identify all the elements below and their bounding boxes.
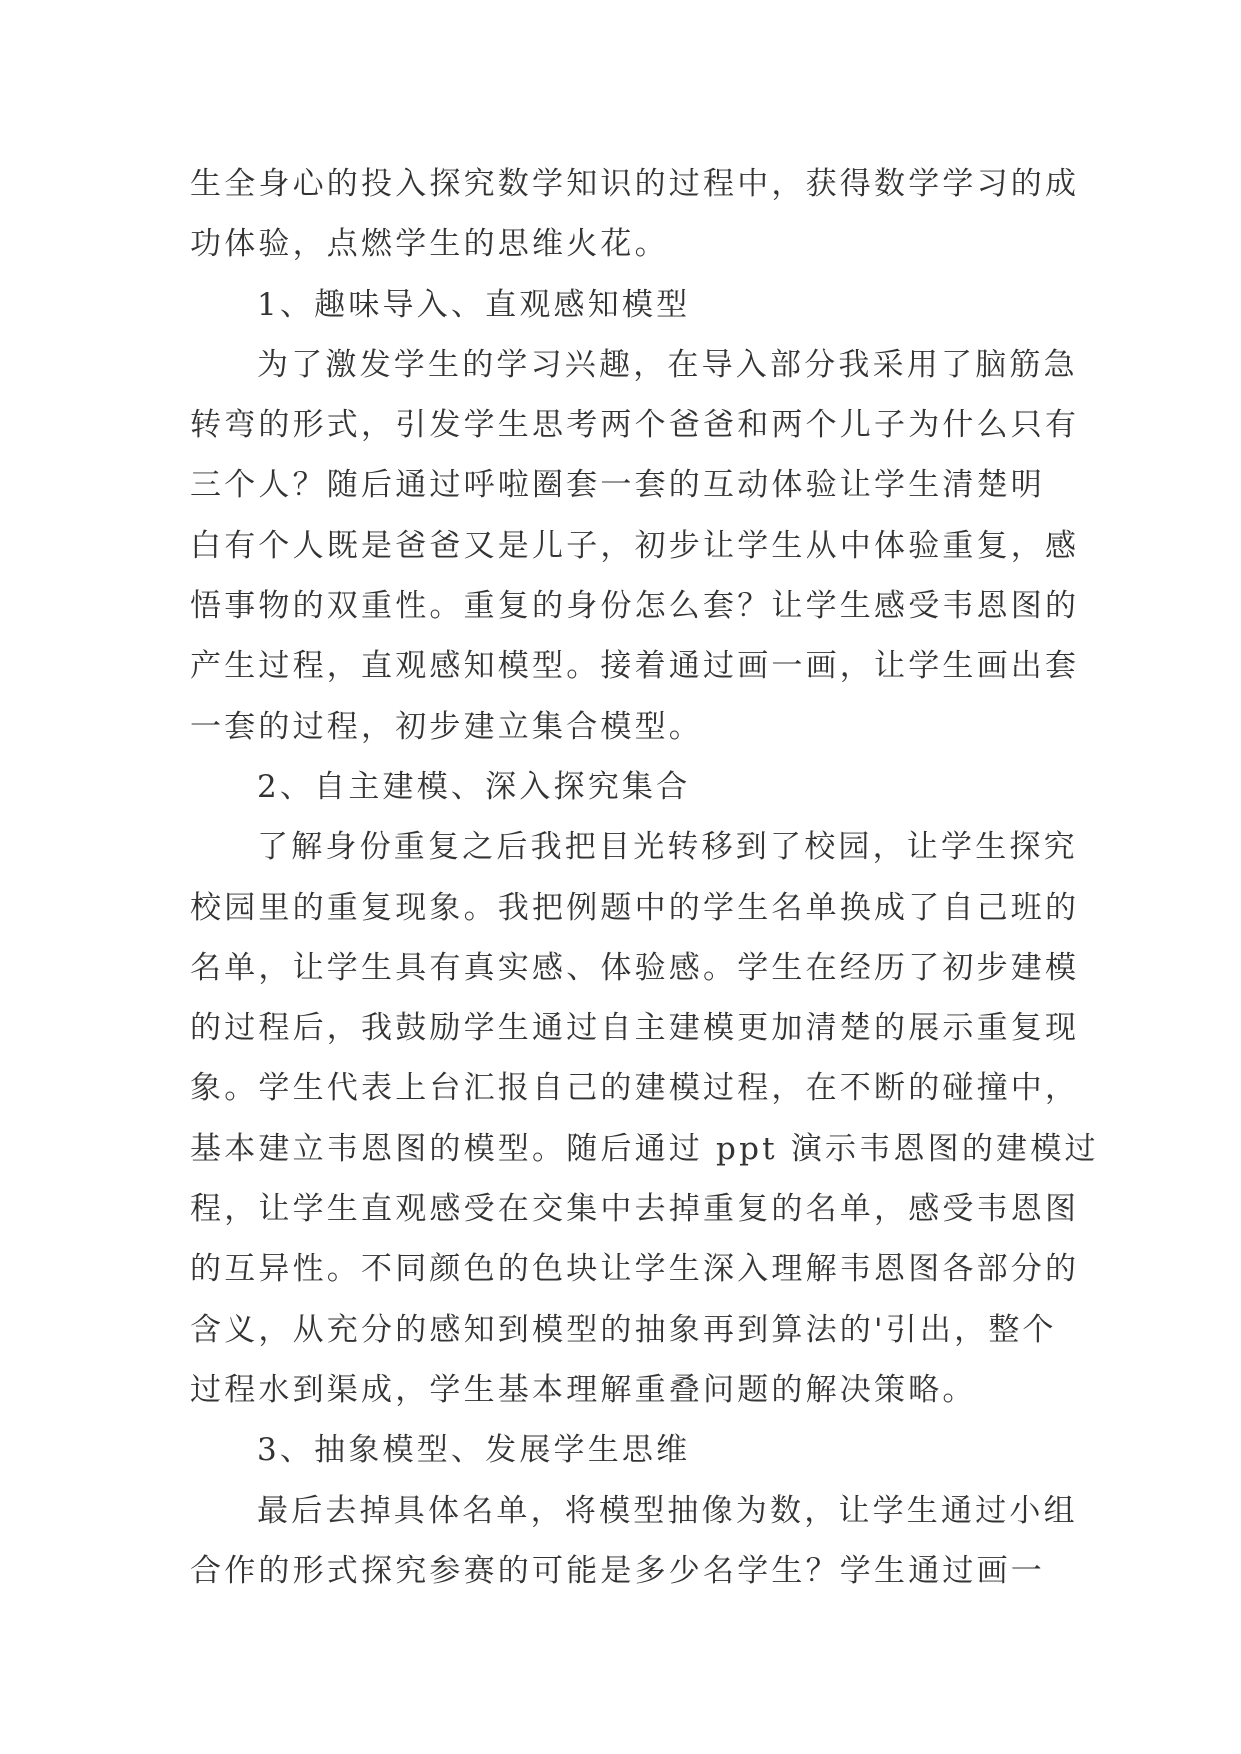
section-heading: 2、自主建模、深入探究集合 xyxy=(257,768,691,805)
section-heading: 1、趣味导入、直观感知模型 xyxy=(257,286,691,323)
paragraph-line: 名单，让学生具有真实感、体验感。学生在经历了初步建模 xyxy=(190,949,1080,986)
paragraph-line: 悟事物的双重性。重复的身份怎么套？让学生感受韦恩图的 xyxy=(190,588,1080,625)
paragraph-line: 的互异性。不同颜色的色块让学生深入理解韦恩图各部分的 xyxy=(190,1251,1080,1288)
paragraph-line: 含义，从充分的感知到模型的抽象再到算法的'引出，整个 xyxy=(190,1311,1057,1348)
paragraph-line: 转弯的形式，引发学生思考两个爸爸和两个儿子为什么只有 xyxy=(190,407,1080,444)
paragraph-line: 程，让学生直观感受在交集中去掉重复的名单，感受韦恩图 xyxy=(190,1191,1080,1228)
paragraph-line: 生全身心的投入探究数学知识的过程中，获得数学学习的成 xyxy=(190,166,1080,202)
paragraph-line: 为了激发学生的学习兴趣，在导入部分我采用了脑筋急 xyxy=(257,346,1078,383)
paragraph-line: 三个人？随后通过呼啦圈套一套的互动体验让学生清楚明 xyxy=(190,467,1045,504)
paragraph-line: 产生过程，直观感知模型。接着通过画一画，让学生画出套 xyxy=(190,648,1080,685)
paragraph-line: 白有个人既是爸爸又是儿子，初步让学生从中体验重复，感 xyxy=(190,527,1080,564)
paragraph-line: 一套的过程，初步建立集合模型。 xyxy=(190,708,703,745)
paragraph-line: 最后去掉具体名单，将模型抽像为数，让学生通过小组 xyxy=(257,1492,1078,1529)
paragraph-line: 合作的形式探究参赛的可能是多少名学生？学生通过画一 xyxy=(190,1552,1045,1589)
paragraph-line: 校园里的重复现象。我把例题中的学生名单换成了自己班的 xyxy=(190,889,1080,926)
paragraph-line: 象。学生代表上台汇报自己的建模过程，在不断的碰撞中， xyxy=(190,1070,1080,1107)
paragraph-line: 的过程后，我鼓励学生通过自主建模更加清楚的展示重复现 xyxy=(190,1010,1080,1047)
paragraph-line: 了解身份重复之后我把目光转移到了校园，让学生探究 xyxy=(257,829,1078,866)
paragraph-line: 功体验，点燃学生的思维火花。 xyxy=(190,226,669,263)
paragraph-line: 基本建立韦恩图的模型。随后通过 ppt 演示韦恩图的建模过 xyxy=(190,1130,1099,1167)
paragraph-line: 过程水到渠成，学生基本理解重叠问题的解决策略。 xyxy=(190,1371,977,1408)
document-body xyxy=(190,154,1099,1601)
section-heading: 3、抽象模型、发展学生思维 xyxy=(257,1432,691,1469)
